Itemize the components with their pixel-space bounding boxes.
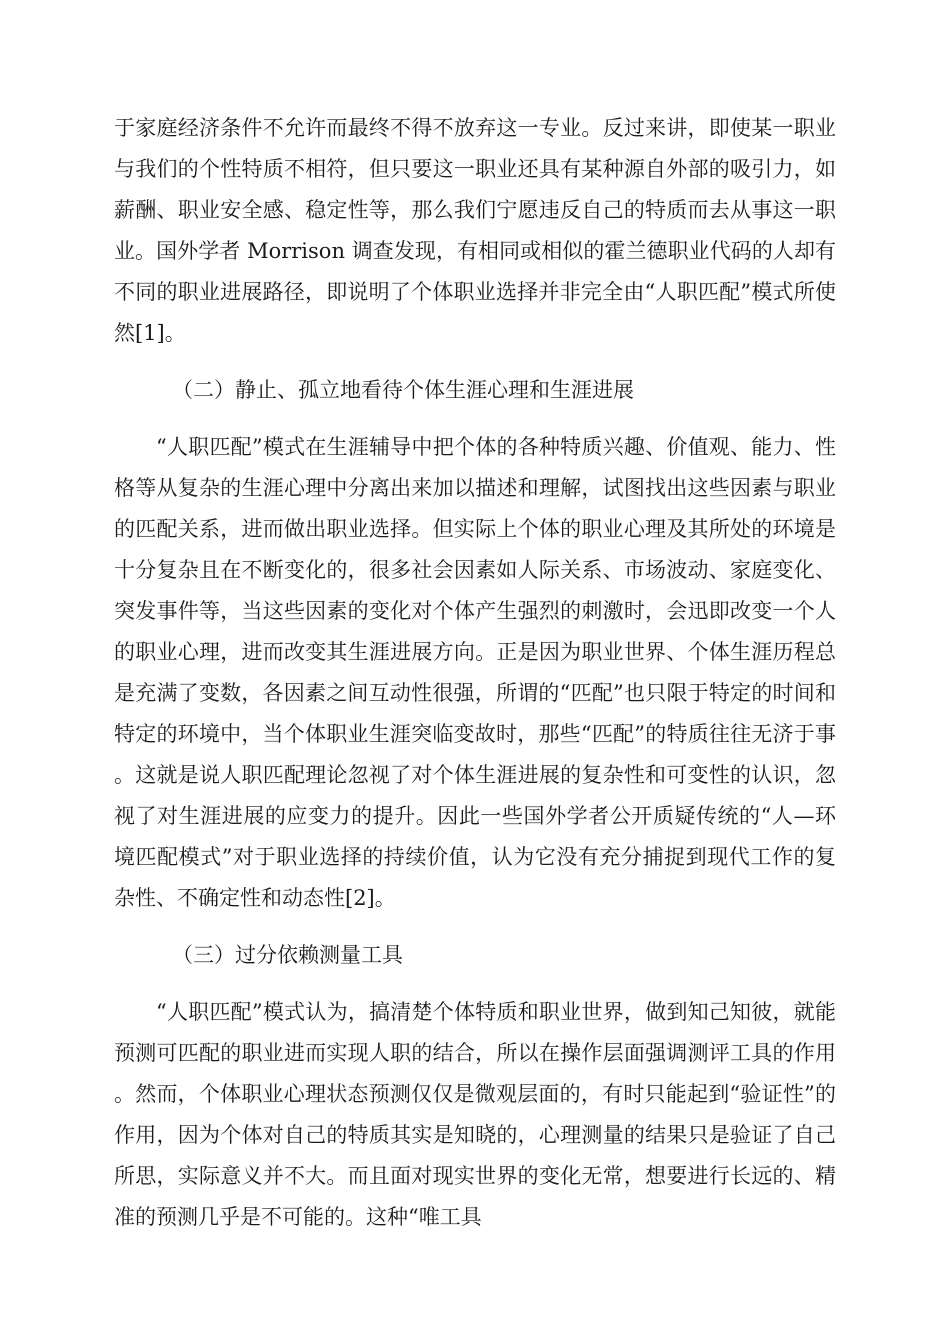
section-heading-3: （三）过分依赖测量工具: [172, 943, 403, 967]
paragraph-section-3: “人职匹配”模式认为，搞清楚个体特质和职业世界，做到知己知彼，就能预测可匹配的职业进而实现人职的结合，所以在操作层面强调测评工具的作用。然而，个体职业心理状态预测仅仅是微观层面的，有时只能起到“验证性”的作用，因为个体对自己的特质其实是知晓的，心理测量的结果只是验证了自己所思，实际意义并不大。而且面对现实世界的变化无常，想要进行长远的、精准的预测几乎是不可能的。这种“唯工具: [114, 1000, 836, 1229]
document-body: [114, 108, 836, 1238]
section-heading-2: （二）静止、孤立地看待个体生涯心理和生涯进展: [172, 378, 634, 402]
paragraph-section-2: “人职匹配”模式在生涯辅导中把个体的各种特质兴趣、价值观、能力、性格等从复杂的生涯心理中分离出来加以描述和理解，试图找出这些因素与职业的匹配关系，进而做出职业选择。但实际上个体的职业心理及其所处的环境是十分复杂且在不断变化的，很多社会因素如人际关系、市场波动、家庭变化、突发事件等，当这些因素的变化对个体产生强烈的刺激时，会迅即改变一个人的职业心理，进而改变其生涯进展方向。正是因为职业世界、个体生涯历程总是充满了变数，各因素之间互动性很强，所谓的“匹配”也只限于特定的时间和特定的环境中，当个体职业生涯突临变故时，那些“匹配”的特质往往无济于事。这就是说人职匹配理论忽视了对个体生涯进展的复杂性和可变性的认识，忽视了对生涯进展的应变力的提升。因此一些国外学者公开质疑传统的“人—环境匹配模式”对于职业选择的持续价值，认为它没有充分捕捉到现代工作的复杂性、不确定性和动态性[2]。: [114, 435, 836, 910]
paragraph-continued: 于家庭经济条件不允许而最终不得不放弃这一专业。反过来讲，即使某一职业与我们的个性特质不相符，但只要这一职业还具有某种源自外部的吸引力，如薪酬、职业安全感、稳定性等，那么我们宁愿违反自己的特质而去从事这一职业。国外学者 Morrison 调查发现，有相同或相似的霍兰德职业代码的人却有不同的职业进展路径，即说明了个体职业选择并非完全由“人职匹配”模式所使然[1]。: [114, 116, 836, 345]
